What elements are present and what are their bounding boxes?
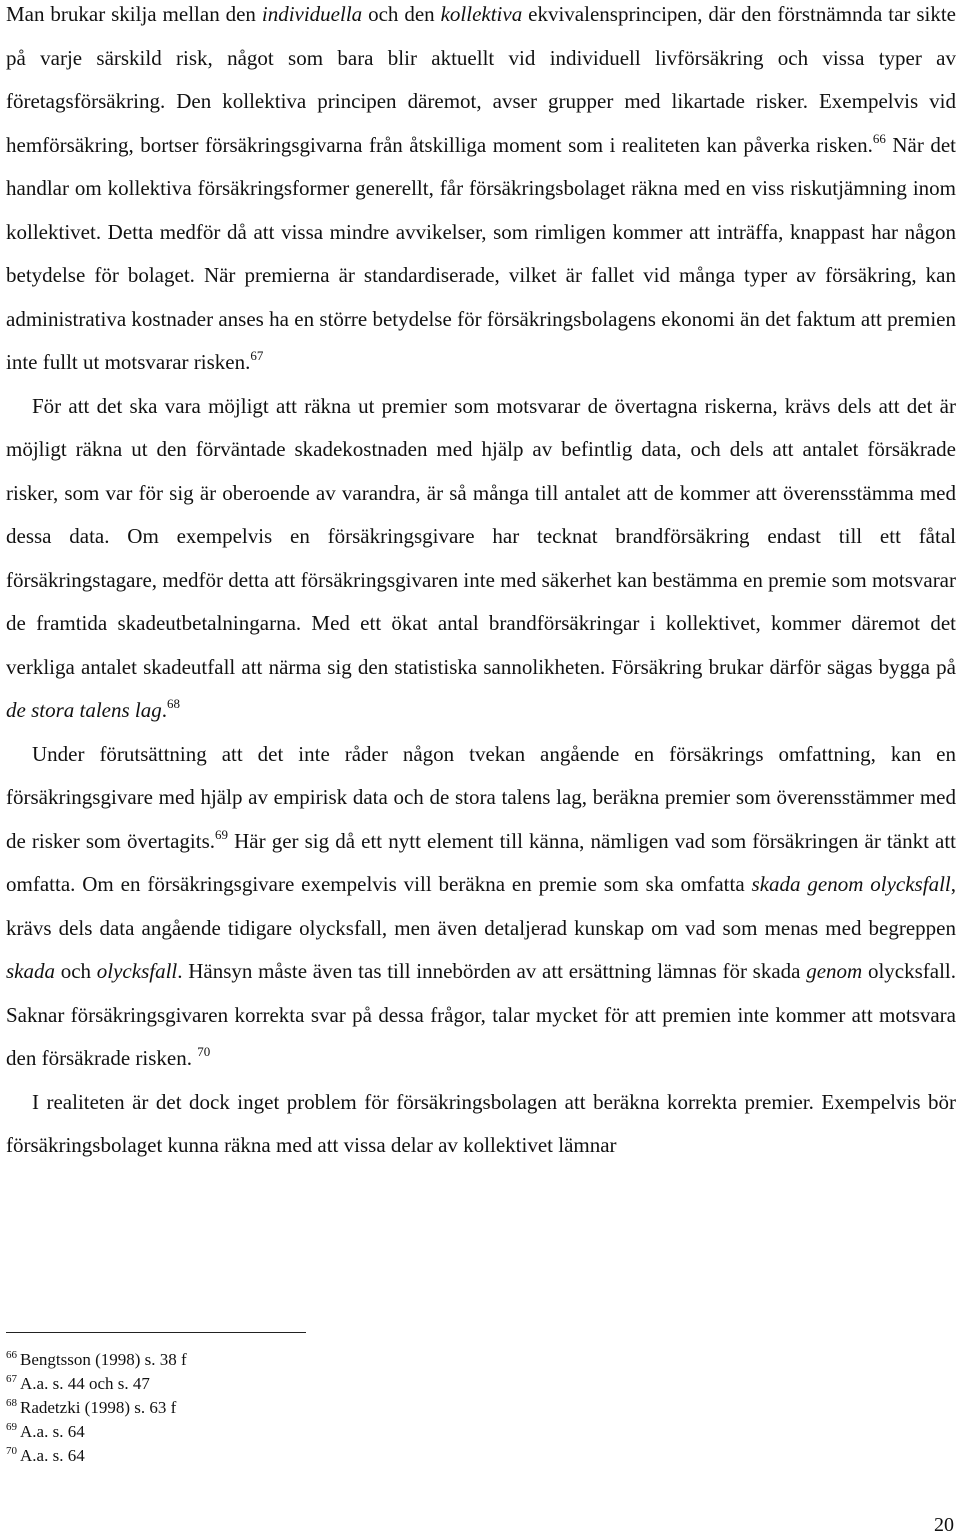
footnote-text: A.a. s. 64 — [20, 1422, 85, 1441]
paragraph — [6, 733, 956, 1081]
italic-text: de stora talens lag — [6, 698, 162, 722]
italic-text: kollektiva — [440, 2, 523, 26]
footnote — [6, 1444, 606, 1468]
text-segment: olycksfall. Saknar försäkringsgivaren korrekta svar på dessa frågor, talar mycket för att premien inte kommer att motsvara den försäkrade risken. — [6, 959, 957, 1070]
footnote-reference: 66 — [872, 130, 886, 146]
footnote — [6, 1372, 606, 1396]
footnote-text: A.a. s. 44 och s. 47 — [20, 1374, 150, 1393]
text-segment: och den — [362, 2, 441, 26]
footnote-text: A.a. s. 64 — [20, 1446, 85, 1465]
italic-text: skada genom olycksfall — [751, 872, 951, 896]
footnote-separator — [6, 1332, 306, 1333]
footnote-number: 67 — [6, 1373, 17, 1385]
footnote — [6, 1420, 606, 1444]
text-segment: När det handlar om kollektiva försäkringsformer generellt, får försäkringsbolaget räkna med en viss riskutjämning inom kollektivet. Detta medför då att vissa mindre avvikelser, som rimligen kommer att inträffa, knappast har någon betydelse för bolaget. När premierna är standardiserade, vilket är fallet vid många typer av försäkring, kan administrativa kostnader anses ha en större betydelse för försäkringsbolagens ekonomi än det faktum att premien inte fullt ut motsvarar risken. — [6, 132, 956, 374]
text-segment: , krävs dels data angående tidigare olycksfall, men även detaljerad kunskap om vad som menas med begreppen — [6, 872, 956, 940]
text-segment: ekvivalensprincipen, där den förstnämnda tar sikte på varje särskild risk, något som bara blir aktuellt vid individuell livförsäkring och vissa typer av företagsförsäkring. Den kollektiva principen däremot, avser grupper med likartade risker. Exempelvis vid hemförsäkring, bortser försäkringsgivarna från åtskilliga moment som i realiteten kan påverka risken. — [6, 2, 956, 157]
text-segment: . Hänsyn måste även tas till innebörden av att ersättning lämnas för skada — [177, 959, 807, 983]
paragraph — [6, 1081, 956, 1168]
italic-text: olycksfall — [96, 959, 178, 983]
footnote — [6, 1348, 606, 1372]
text-segment: Man brukar skilja mellan den — [6, 2, 262, 26]
footnote-text: Radetzki (1998) s. 63 f — [20, 1398, 177, 1417]
text-segment: Här ger sig då ett nytt element till känna, nämligen vad som försäkringen är tänkt att omfatta. Om en försäkringsgivare exempelvis vill beräkna en premie som ska omfatta — [6, 828, 957, 896]
footnote-number: 68 — [6, 1397, 17, 1409]
page-number: 20 — [934, 1514, 954, 1536]
footnote-reference: 67 — [250, 348, 264, 363]
text-segment: . — [161, 698, 167, 722]
paragraph — [6, 385, 956, 733]
text-segment: Under förutsättning att det inte råder någon tvekan angående en försäkrings omfattning, kan en försäkringsgivare med hjälp av empirisk data och de stora talens lag, beräkna premier som överensstämmer med de risker som övertagits. — [6, 741, 956, 853]
footnote-number: 66 — [6, 1349, 17, 1361]
text-segment: För att det ska vara möjligt att räkna ut premier som motsvarar de övertagna riskerna, krävs dels att det är möjligt räkna ut den förväntade skadekostnaden med hjälp av befintlig data, och dels att antalet försäkrade risker, som var för sig är oberoende av varandra, är så många till antalet att de kommer att överensstämma med dessa data. Om exempelvis en försäkringsgivare har tecknat brandförsäkring endast till ett fåtal försäkringstagare, medför detta att försäkringsgivaren inte med säkerhet kan bestämma en premie som motsvarar de framtida skadeutbetalningarna. Med ett ökat antal brandförsäkringar i kollektivet, kommer däremot det verkliga antalet skadeutfall att närma sig den statistiska sannolikheten. Försäkring brukar därför sägas bygga på — [6, 393, 956, 679]
footnote-number: 70 — [6, 1445, 17, 1457]
italic-text: genom — [806, 959, 863, 983]
footnote-reference: 68 — [167, 696, 180, 711]
footnote-number: 69 — [6, 1421, 17, 1433]
footnote — [6, 1396, 606, 1420]
italic-text: skada — [6, 959, 55, 983]
italic-text: individuella — [261, 2, 363, 26]
paragraph — [6, 0, 956, 385]
footnote-reference: 70 — [197, 1044, 211, 1059]
footnote-reference: 69 — [215, 826, 229, 842]
body-text — [6, 0, 956, 1168]
text-segment: I realiteten är det dock inget problem för försäkringsbolagen att beräkna korrekta premier. Exempelvis bör försäkringsbolaget kunna räkna med att vissa delar av kollektivet lämnar — [6, 1089, 956, 1157]
footnotes — [6, 1348, 606, 1468]
text-segment: och — [55, 959, 97, 983]
footnote-text: Bengtsson (1998) s. 38 f — [20, 1350, 187, 1369]
